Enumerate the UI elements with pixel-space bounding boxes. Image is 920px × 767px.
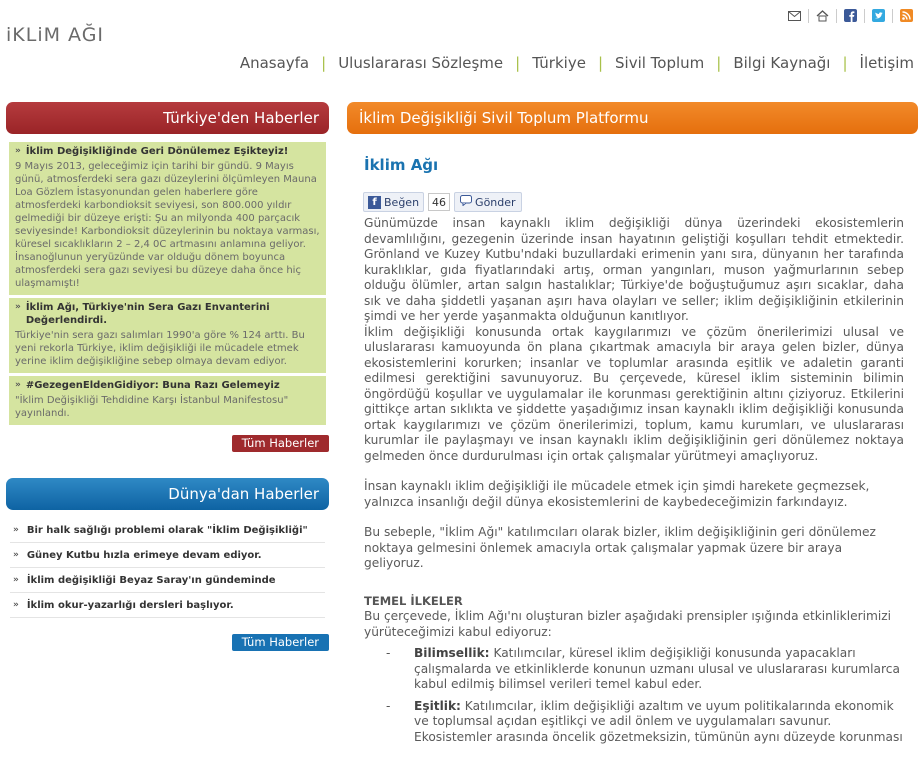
arrow-right-icon: » [13, 525, 19, 535]
social-buttons [363, 192, 918, 212]
news-title[interactable]: Güney Kutbu hızla erimeye devam ediyor. [26, 550, 262, 561]
news-title[interactable]: Bir halk sağlığı problemi olarak "İklim Değişikliği" [26, 525, 308, 536]
paragraph: İnsan kaynaklı iklim değişikliği ile mücadele etmek için şimdi harekete geçmezsek, yalnızca insanlığı değil dünya ekosistemlerini de kaybedeceğimizin farkındayız. [364, 479, 870, 509]
paragraph: Bu sebeple, "İklim Ağı" katılımcıları olarak bizler, iklim değişikliğinin geri dönülemez noktaya gelmesini önlemek amacıyla ortak çalışmalar yapmak üzere bir araya geliyoruz. [364, 525, 876, 570]
left-sidebar [6, 102, 329, 651]
arrow-right-icon: » [13, 575, 19, 585]
like-count: 46 [428, 193, 450, 211]
all-world-news-button[interactable]: Tüm Haberler [232, 634, 329, 651]
all-turkey-news-button[interactable]: Tüm Haberler [232, 435, 329, 452]
arrow-right-icon: » [13, 600, 19, 610]
principles-intro: Bu çerçevede, İklim Ağı'nı oluşturan bizler aşağıdaki prensipler ışığında etkinliklerimizi yürüteceğimizi kabul ediyoruz: [364, 609, 892, 639]
paragraph: Günümüzde insan kaynaklı iklim değişikliği dünya üzerindeki ekosistemlerin devamlılığını, gezegenin üzerinde insan hayatının geliştiği koşulları tehdit etmektedir. Grönland ve Kuzey Kutbu'ndaki buzullardaki erimenin yanı sıra, dünyanın her tarafında kuraklıklar, gıda fiyatlarındaki artış, orman yangınları, muson yağmurlarının sebep olduğu ölümler, artan salgın hastalıklar; Türkiye'de boğuştuğumuz aşırı sıcaklar, daha sık ve daha şiddetli yaşanan aşırı hava olayları ve seller; iklim değişikliğinin etkilerinin şimdi ve her yerde yaşanmakta olduğunun kanıtlıyor. [364, 216, 904, 323]
nav-turkey[interactable]: Türkiye [532, 54, 586, 72]
paragraph: İklim değişikliği konusunda ortak kaygılarımızı ve çözüm önerilerimizi ulusal ve uluslararası kamuoyunda ön plana çıkartmak amacıyla bir araya gelen bizler, dünya ekosistemlerini korurken; insanlar ve toplumlar arasında eşitlik ve adaletin garanti edilmesi gerektiğini savunuyoruz. Bu çerçevede, küresel iklim sisteminin bilimin öngördüğü koşullar ve uygulamalar ile korunması gerektiğinin altını çiziyoruz. Etkilerini gittikçe artan sıklıkta ve şiddette yaşadığımız insan kaynaklı iklim değişikliği konusunda ortak kaygılarımızı ve çözüm önerilerimizi, toplum, kamu kurumları, ve uluslararası kurumlar ile paylaşmayı ve insan kaynaklı iklim değişikliğinin geri dönülemez noktaya gelmeden önce durdurulması için ortak çalışmalar yürütmeyi amaçlıyoruz. [364, 324, 904, 463]
nav-home[interactable]: Anasayfa [239, 54, 310, 72]
platform-header: İklim Değişikliği Sivil Toplum Platformu [347, 102, 918, 134]
list-item[interactable] [10, 593, 325, 618]
facebook-icon: f [368, 196, 381, 209]
list-item[interactable] [9, 376, 326, 425]
arrow-right-icon: » [15, 146, 21, 156]
news-title[interactable]: İklim Değişikliğinde Geri Dönülemez Eşikteyiz! [25, 146, 289, 157]
list-item[interactable] [9, 142, 326, 295]
site-logo[interactable]: iKLiM AĞI [6, 24, 105, 46]
turkey-news-list [9, 142, 326, 425]
facebook-icon[interactable] [843, 8, 858, 23]
list-item[interactable] [9, 298, 326, 373]
arrow-right-icon: » [15, 380, 21, 390]
list-item[interactable] [10, 568, 325, 593]
list-item: - Bilimsellik: Katılımcılar, küresel iklim değişikliği konusunda yapacakları çalışmalarda ve etkinliklerde konunun uzmanı ulusal ve uluslararası kurumlarca kabul edilmiş bilimsel verileri temel kabul eder. [386, 646, 900, 691]
nav-contact[interactable]: İletişim [859, 54, 914, 72]
article-body [364, 216, 904, 745]
news-title[interactable]: İklim değişikliği Beyaz Saray'ın gündeminde [26, 575, 276, 586]
twitter-icon[interactable] [871, 8, 886, 23]
principles-heading: TEMEL İLKELER [364, 593, 463, 608]
send-label: Gönder [475, 195, 516, 209]
news-title[interactable]: İklim Ağı, Türkiye'nin Sera Gazı Envanterini Değerlendirdi. [25, 302, 270, 326]
nav-resources[interactable]: Bilgi Kaynağı [733, 54, 831, 72]
main-nav: Anasayfa | Uluslararası Sözleşme | Türkiye | Sivil Toplum | Bilgi Kaynağı | İletişim [239, 54, 914, 72]
nav-civil-society[interactable]: Sivil Toplum [615, 54, 705, 72]
home-icon[interactable] [815, 8, 830, 23]
main-content [347, 102, 918, 745]
article-title: İklim Ağı [364, 156, 439, 174]
mail-icon[interactable] [787, 8, 802, 23]
arrow-right-icon: » [13, 550, 19, 560]
principle-name: Bilimsellik: [414, 646, 490, 660]
top-icons [787, 8, 914, 23]
news-summary: 9 Mayıs 2013, geleceğimiz için tarihi bir gündü. 9 Mayıs günü, atmosferdeki sera gazı düzeylerini ölçümleyen Mauna Loa Gözlem İstasyonundan gelen haberlere göre atmosferdeki karbondioksit seviyesi, son 800.000 yıldır gelmediği bir düzeye erişti: Şu an milyonda 400 parçacık seviyesinde! Karbondioksit düzeylerinin bu noktaya varması, küresel sıcaklıkların 2 – 2,4 0C artmasını anlamına geliyor. İnsanoğlunun yeryüzünde var olduğu dönem boyunca atmosferdeki sera gazı seviyesi bu düzeye daha önce hiç ulaşmamıştı! [15, 161, 320, 289]
list-item: - Eşitlik: Katılımcılar, iklim değişikliği azaltım ve uyum politikalarında ekonomik ve toplumsal açıdan eşitlikçi ve adil önlem ve uygulamaları savunur. Ekosistemler arasında öncelik gözetmeksizin, tümünün aynı düzeyde korunması [386, 698, 903, 744]
rss-icon[interactable] [899, 8, 914, 23]
news-title[interactable]: İklim okur-yazarlığı dersleri başlıyor. [26, 600, 234, 611]
arrow-right-icon: » [15, 302, 21, 312]
principle-text: Katılımcılar, küresel iklim değişikliği konusunda yapacakları çalışmalarda ve etkinliklerde konunun uzmanı ulusal ve uluslararası kurumlarca kabul edilmiş bilimsel verileri temel kabul eder. [414, 646, 900, 691]
principle-name: Eşitlik: [414, 698, 461, 713]
turkey-news-header: Türkiye'den Haberler [6, 102, 329, 134]
list-item[interactable] [10, 543, 325, 568]
news-summary: "İklim Değişikliği Tehdidine Karşı İstanbul Manifestosu" yayınlandı. [15, 395, 289, 419]
send-icon [460, 195, 472, 209]
news-summary: Türkiye'nin sera gazı salımları 1990'a göre % 124 arttı. Bu yeni rekorla Türkiye, iklim değişikliği ile mücadele etmek yerine iklim değişikliğine sebep olmaya devam ediyor. [15, 330, 305, 367]
facebook-like-button[interactable] [363, 192, 424, 212]
news-title[interactable]: #GezegenEldenGidiyor: Buna Razı Gelemeyiz [25, 380, 280, 391]
list-item[interactable] [10, 518, 325, 543]
world-news-list [10, 518, 325, 618]
principle-text: Katılımcılar, iklim değişikliği azaltım ve uyum politikalarında ekonomik ve toplumsal açıdan eşitlikçi ve adil önlem ve uygulamaları savunur. Ekosistemler arasında öncelik gözetmeksizin, tümünün aynı düzeyde korunması [414, 698, 903, 744]
facebook-send-button[interactable] [454, 192, 522, 212]
like-label: Beğen [384, 195, 420, 209]
world-news-header: Dünya'dan Haberler [6, 478, 329, 510]
nav-international-agreement[interactable]: Uluslararası Sözleşme [338, 54, 504, 72]
